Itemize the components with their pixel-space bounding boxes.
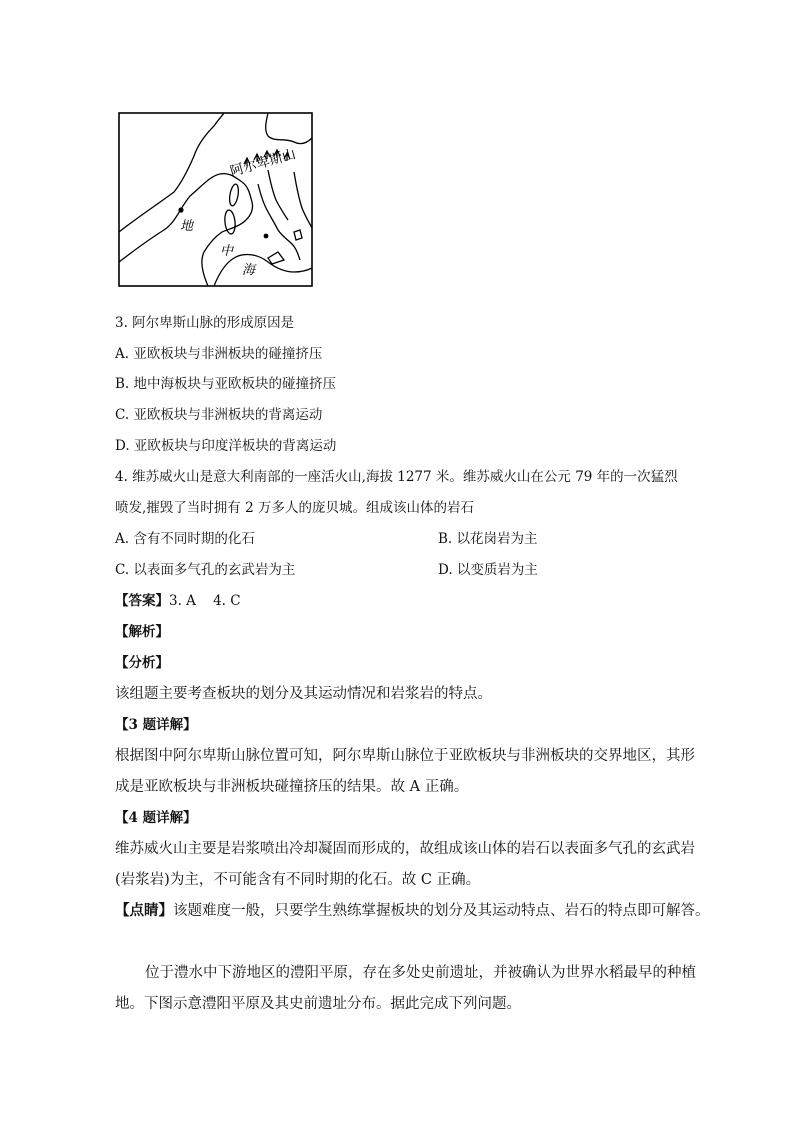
q3-option-d: D. 亚欧板块与印度洋板块的背离运动 xyxy=(115,438,337,454)
analysis-heading: 【解析】 xyxy=(115,624,169,640)
q4-detail-line1: 维苏威火山主要是岩浆喷出冷却凝固而形成的，故组成该山体的岩石以表面多气孔的玄武岩 xyxy=(115,841,695,857)
dianjing-text: 该题难度一般，只要学生熟练掌握板块的划分及其运动特点、岩石的特点即可解答。 xyxy=(173,903,710,919)
label-zhong: 中 xyxy=(220,244,234,259)
q3-detail-line2: 成是亚欧板块与非洲板块碰撞挤压的结果。故 A 正确。 xyxy=(115,779,469,795)
q3-option-a: A. 亚欧板块与非洲板块的碰撞挤压 xyxy=(115,346,323,362)
q4-stem-line2: 喷发,摧毁了当时拥有 2 万多人的庞贝城。组成该山体的岩石 xyxy=(115,500,474,516)
q4-option-c: C. 以表面多气孔的玄武岩为主 xyxy=(115,562,296,578)
dianjing-row xyxy=(115,901,710,921)
answer-label: 【答案】 xyxy=(115,593,169,609)
next-intro-line1: 位于澧水中下游地区的澧阳平原，存在多处史前遗址，并被确认为世界水稻最早的种植 xyxy=(145,965,696,981)
q4-detail-line2: (岩浆岩)为主，不可能含有不同时期的化石。故 C 正确。 xyxy=(115,872,481,888)
label-hai: 海 xyxy=(242,263,256,278)
label-di: 地 xyxy=(180,219,194,234)
q4-detail-heading: 【4 题详解】 xyxy=(115,810,197,826)
q4-option-d: D. 以变质岩为主 xyxy=(438,562,538,578)
answer-value: 3. A 4. C xyxy=(169,593,241,609)
q3-detail-line1: 根据图中阿尔卑斯山脉位置可知，阿尔卑斯山脉位于亚欧板块与非洲板块的交界地区，其形 xyxy=(115,748,695,764)
city-dot xyxy=(264,234,269,239)
city-dot xyxy=(178,207,183,212)
label-alps: 阿尔卑斯山 xyxy=(228,146,298,181)
fenxi-text: 该组题主要考查板块的划分及其运动情况和岩浆岩的特点。 xyxy=(115,686,492,702)
answer-row xyxy=(115,591,241,611)
q3-option-c: C. 亚欧板块与非洲板块的背离运动 xyxy=(115,407,323,423)
fenxi-heading: 【分析】 xyxy=(115,655,169,671)
q3-option-b: B. 地中海板块与亚欧板块的碰撞挤压 xyxy=(115,376,337,392)
next-intro-line2: 地。下图示意澧阳平原及其史前遗址分布。据此完成下列问题。 xyxy=(115,996,521,1012)
q4-option-a: A. 含有不同时期的化石 xyxy=(115,531,255,547)
alps-mediterranean-map xyxy=(118,112,313,287)
dianjing-label: 【点睛】 xyxy=(115,902,173,919)
q3-detail-heading: 【3 题详解】 xyxy=(115,717,197,733)
q4-stem-line1: 4. 维苏威火山是意大利南部的一座活火山,海拔 1277 米。维苏威火山在公元 79 年的一次猛烈 xyxy=(115,469,678,485)
q3-stem: 3. 阿尔卑斯山脉的形成原因是 xyxy=(115,315,295,331)
q4-option-b: B. 以花岗岩为主 xyxy=(438,531,538,547)
